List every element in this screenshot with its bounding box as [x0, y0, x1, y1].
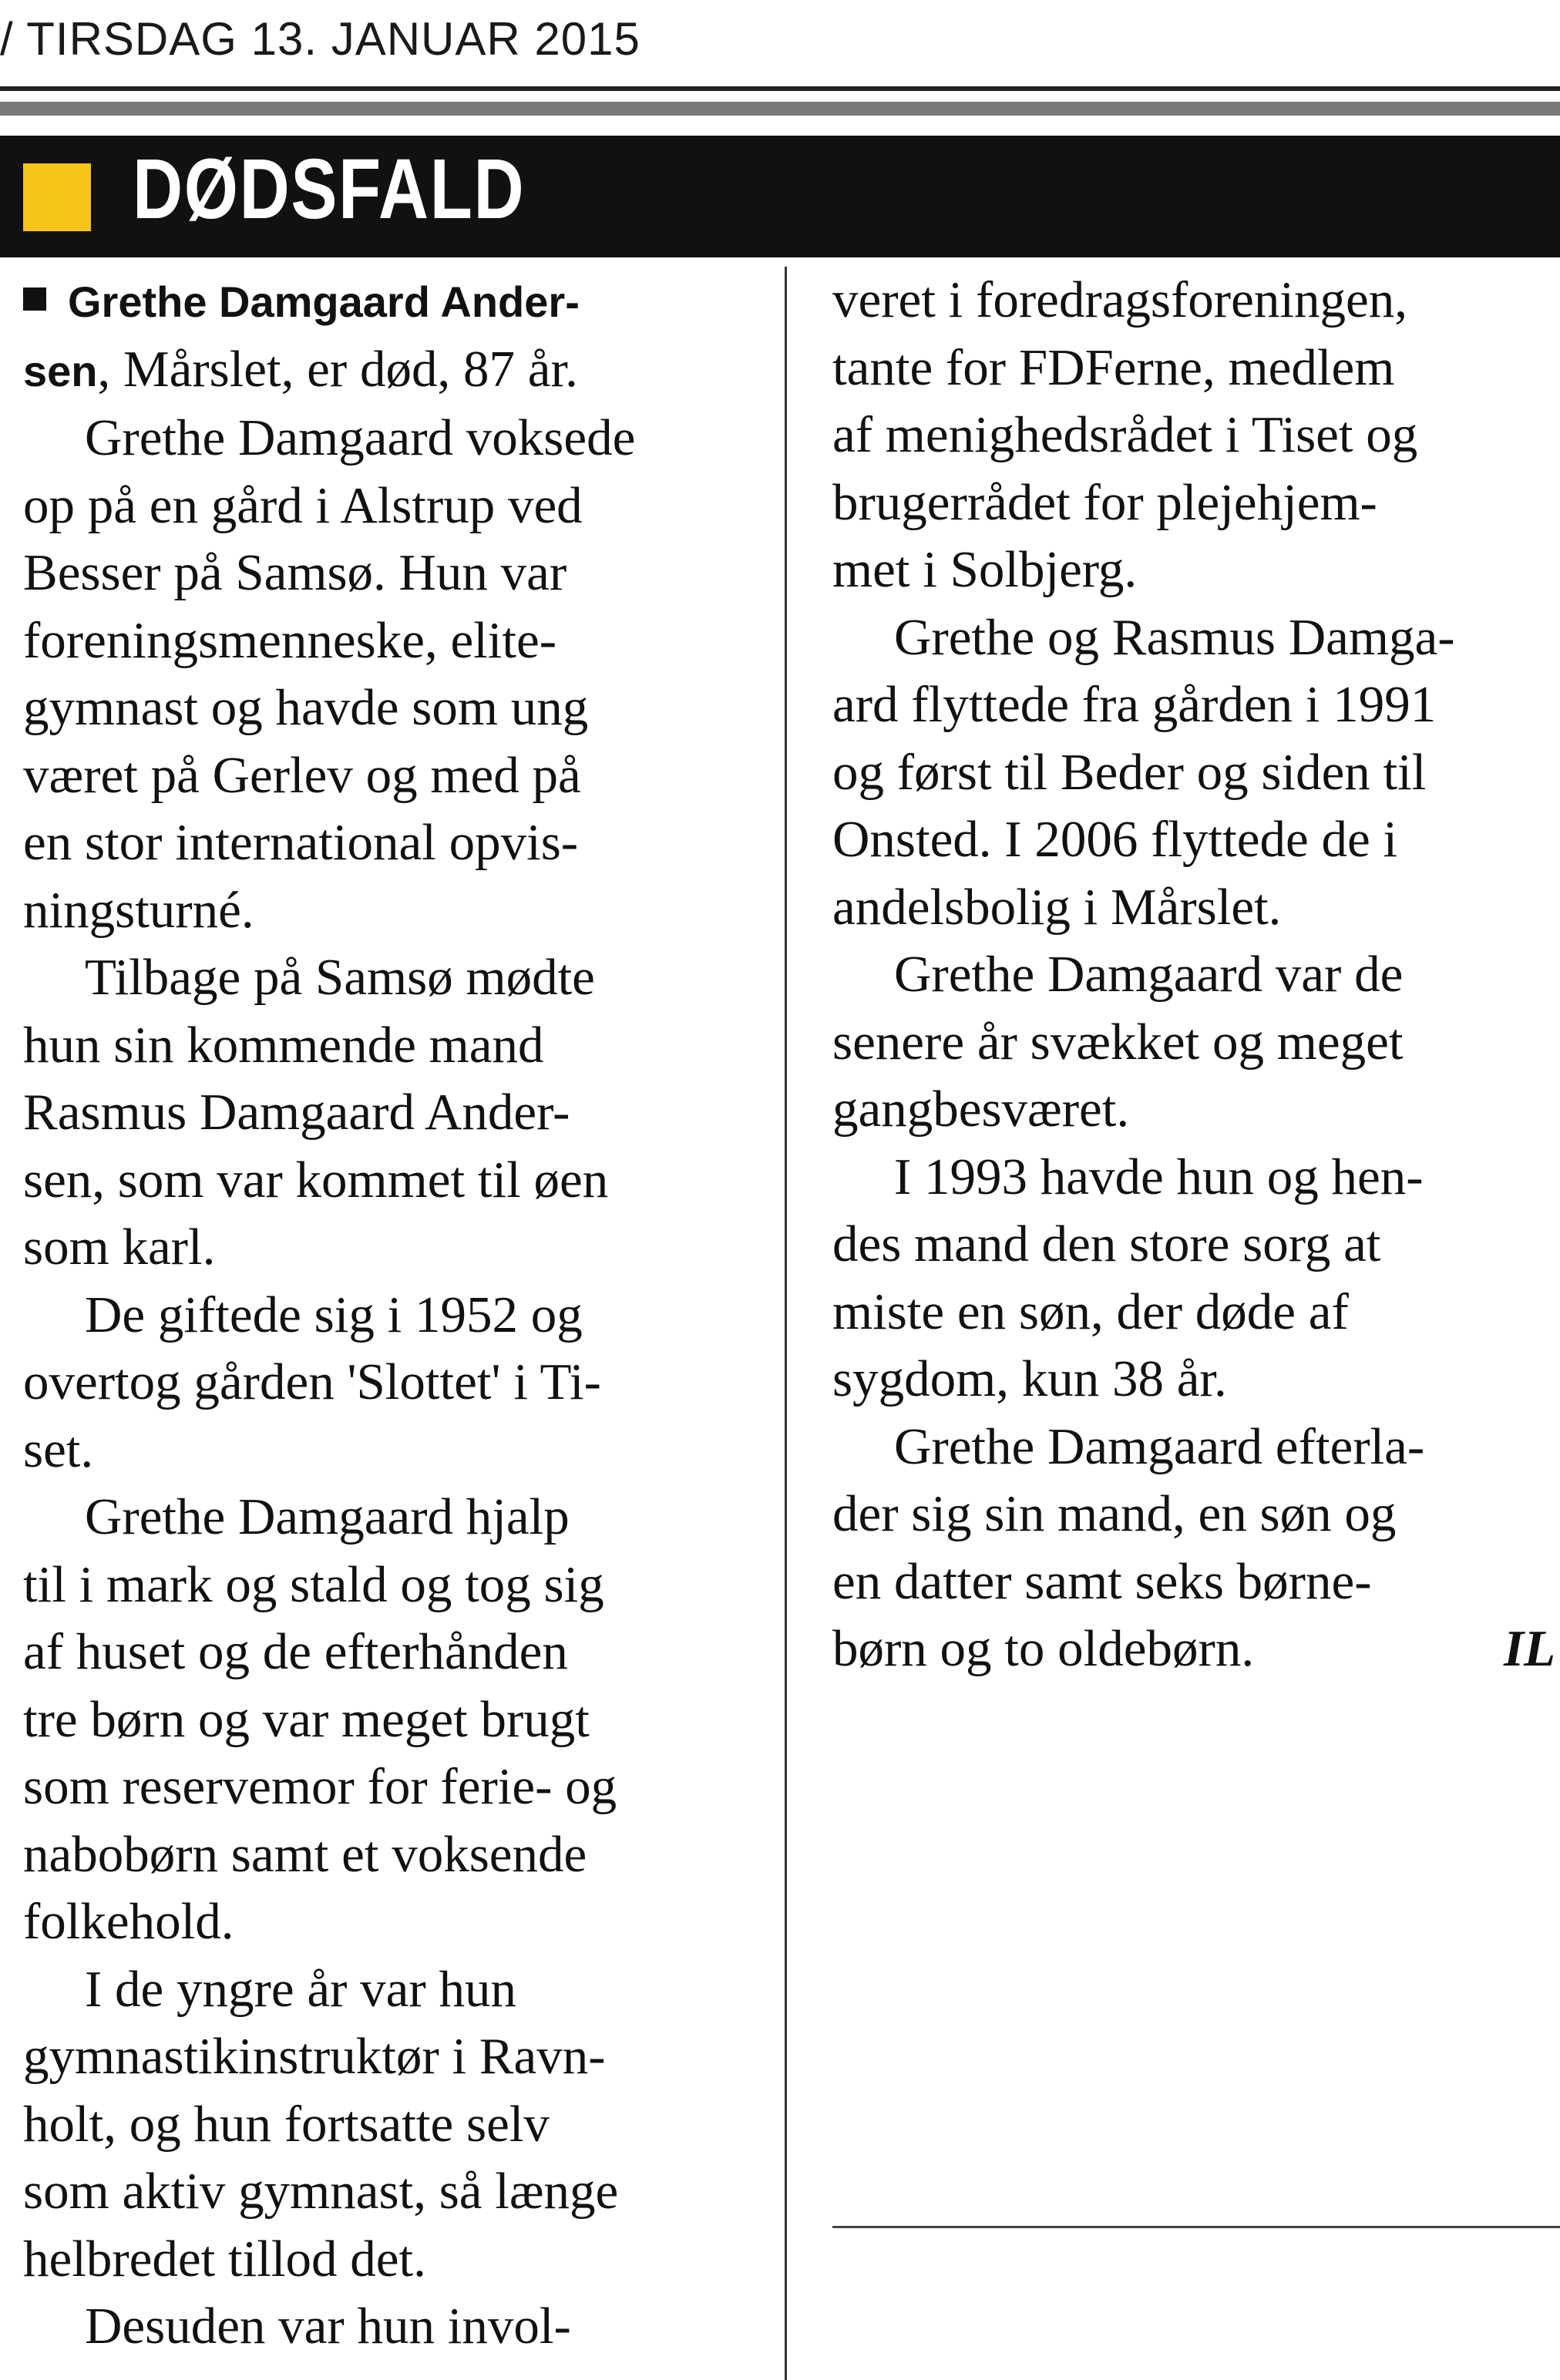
text-line: ningsturné. [23, 881, 254, 939]
text-line: folkehold. [23, 1893, 234, 1950]
text-line: overtog gården 'Slottet' i Ti- [23, 1353, 601, 1410]
text-line: De giftede sig i 1952 og [85, 1286, 583, 1343]
text-line: sen, som var kommet til øen [23, 1151, 609, 1208]
text-line: en stor international opvis- [23, 814, 579, 871]
text-line: Grethe og Rasmus Damga- [894, 608, 1455, 666]
bullet-square-icon [23, 287, 46, 311]
text-line: en datter samt seks børne- [832, 1552, 1372, 1610]
text-line: senere år svækket og meget [832, 1013, 1404, 1071]
text-line: set. [23, 1420, 94, 1478]
text-line: børn og to oldebørn. [832, 1620, 1255, 1677]
text-line: været på Gerlev og med på [23, 746, 581, 804]
article-name-line [23, 267, 775, 336]
text-line: andelsbolig i Mårslet. [832, 878, 1282, 936]
text-line: af huset og de efterhånden [23, 1623, 568, 1680]
banner-square-icon [23, 163, 91, 231]
text-line: Onsted. I 2006 flyttede de i [832, 811, 1398, 868]
text-line: foreningsmenneske, elite- [23, 611, 557, 669]
text-line: Rasmus Damgaard Ander- [23, 1084, 570, 1141]
dateline: / TIRSDAG 13. JANUAR 2015 [0, 13, 640, 65]
text-line: Desuden var hun invol- [85, 2298, 571, 2355]
section-banner [0, 136, 1560, 257]
text-line: I de yngre år var hun [85, 1960, 516, 2018]
text-line: nabobørn samt et voksende [23, 1825, 587, 1883]
text-line: Grethe Damgaard var de [894, 946, 1404, 1003]
text-line: op på en gård i Alstrup ved [23, 476, 583, 534]
text-line: som reservemor for ferie- og [23, 1758, 617, 1815]
text-line: tre børn og var meget brugt [23, 1690, 590, 1748]
text-line: helbredet tillod det. [23, 2230, 426, 2288]
text-line: som aktiv gymnast, så længe [23, 2163, 619, 2220]
last-text-line [832, 1615, 1560, 1683]
text-line: og først til Beder og siden til [832, 743, 1427, 801]
text-line: tante for FDFerne, medlem [832, 338, 1395, 396]
header-band [0, 102, 1560, 116]
header-rule [0, 86, 1560, 91]
column-divider [785, 267, 787, 2380]
text-line: miste en søn, der døde af [832, 1282, 1349, 1340]
text-line: gymnast og havde som ung [23, 679, 589, 736]
text-line: Grethe Damgaard efterla- [894, 1417, 1425, 1475]
text-line: brugerrådet for plejehjem- [832, 473, 1377, 531]
author-signature: IL [1504, 1620, 1555, 1677]
text-line: af menighedsrådet i Tiset og [832, 406, 1418, 463]
bottom-rule [832, 2226, 1560, 2228]
text-line: des mand den store sorg at [832, 1215, 1381, 1272]
text-line: som karl. [23, 1219, 216, 1276]
text-line: Grethe Damgaard voksede [85, 409, 636, 466]
text-line: hun sin kommende mand [23, 1016, 544, 1074]
article-column-left [23, 267, 775, 2361]
text-line: gangbesværet. [832, 1081, 1130, 1138]
text-line: Besser på Samsø. Hun var [23, 544, 567, 601]
text-line: gymnastikinstruktør i Ravn- [23, 2028, 606, 2085]
deceased-name-part-2: sen [23, 346, 98, 395]
text-line: sygdom, kun 38 år. [832, 1350, 1227, 1407]
section-title: DØDSFALD [133, 142, 526, 237]
deceased-name-part-1: Grethe Damgaard Ander- [68, 277, 580, 326]
text-line: ard flyttede fra gården i 1991 [832, 676, 1437, 733]
text-line: til i mark og stald og tog sig [23, 1555, 604, 1613]
text-line: veret i foredragsforeningen, [832, 271, 1407, 328]
article-column-right [832, 267, 1560, 1683]
article-name-line-2 [23, 336, 775, 405]
text-line: I 1993 havde hun og hen- [894, 1148, 1424, 1205]
text-line: Grethe Damgaard hjalp [85, 1488, 570, 1545]
text-line: Tilbage på Samsø mødte [85, 949, 595, 1006]
text-line: holt, og hun fortsatte selv [23, 2095, 550, 2153]
deceased-place-age: , Mårslet, er død, 87 år. [97, 340, 578, 398]
text-line: met i Solbjerg. [832, 541, 1138, 598]
text-line: der sig sin mand, en søn og [832, 1485, 1397, 1542]
